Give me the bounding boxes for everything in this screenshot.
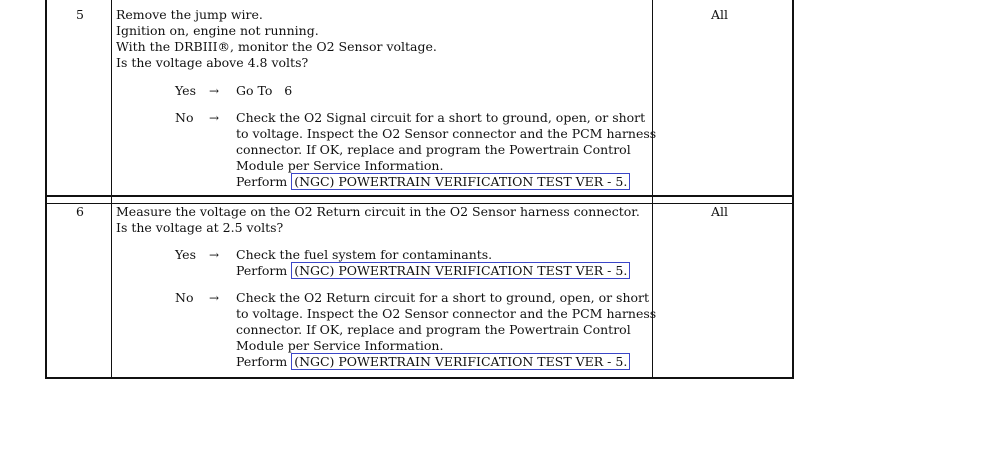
question-line: Is the voltage at 2.5 volts? <box>116 220 284 235</box>
step-number: 6 <box>76 204 84 219</box>
no-action <box>236 110 656 190</box>
question-line: Is the voltage above 4.8 volts? <box>116 55 309 70</box>
yes-action <box>236 247 630 279</box>
action-line: Check the O2 Return circuit for a short to ground, open, or short <box>236 290 650 305</box>
diagnostic-table <box>45 0 794 379</box>
applicability: All <box>711 204 729 219</box>
perform-line <box>236 263 630 279</box>
yes-action <box>236 83 292 99</box>
action-line: connector. If OK, replace and program the Powertrain Control <box>236 322 631 337</box>
yes-label: Yes <box>175 83 196 98</box>
question-line: Remove the jump wire. <box>116 7 263 22</box>
applicability: All <box>711 7 729 22</box>
column-divider-step <box>111 0 112 379</box>
action-line: Check the fuel system for contaminants. <box>236 247 493 262</box>
verification-test-link[interactable]: (NGC) POWERTRAIN VERIFICATION TEST VER - 5. <box>291 353 630 370</box>
question-line: Ignition on, engine not running. <box>116 23 319 38</box>
action-line: Go To 6 <box>236 83 293 98</box>
no-label: No <box>175 290 194 305</box>
arrow-icon: → <box>209 291 220 305</box>
question-line: With the DRBIII®, monitor the O2 Sensor voltage. <box>116 39 437 54</box>
step-number: 5 <box>76 7 84 22</box>
table-border-left <box>45 0 47 379</box>
step-question <box>116 204 640 236</box>
no-label: No <box>175 110 194 125</box>
action-line: connector. If OK, replace and program the Powertrain Control <box>236 142 631 157</box>
perform-label: Perform <box>236 263 288 278</box>
no-action <box>236 290 656 370</box>
action-line: Module per Service Information. <box>236 338 444 353</box>
action-line: Module per Service Information. <box>236 158 444 173</box>
row-divider <box>45 195 794 197</box>
question-line: Measure the voltage on the O2 Return circuit in the O2 Sensor harness connector. <box>116 204 640 219</box>
arrow-icon: → <box>209 84 220 98</box>
perform-line <box>236 354 656 370</box>
step-question <box>116 7 437 71</box>
perform-label: Perform <box>236 174 288 189</box>
verification-test-link[interactable]: (NGC) POWERTRAIN VERIFICATION TEST VER - 5. <box>291 173 630 190</box>
arrow-icon: → <box>209 248 220 262</box>
yes-label: Yes <box>175 247 196 262</box>
table-border-right <box>792 0 794 379</box>
arrow-icon: → <box>209 111 220 125</box>
action-line: to voltage. Inspect the O2 Sensor connector and the PCM harness <box>236 306 657 321</box>
verification-test-link[interactable]: (NGC) POWERTRAIN VERIFICATION TEST VER - 5. <box>291 262 630 279</box>
table-border-bottom <box>45 377 794 379</box>
action-line: to voltage. Inspect the O2 Sensor connector and the PCM harness <box>236 126 657 141</box>
perform-line <box>236 174 656 190</box>
action-line: Check the O2 Signal circuit for a short to ground, open, or short <box>236 110 646 125</box>
perform-label: Perform <box>236 354 288 369</box>
